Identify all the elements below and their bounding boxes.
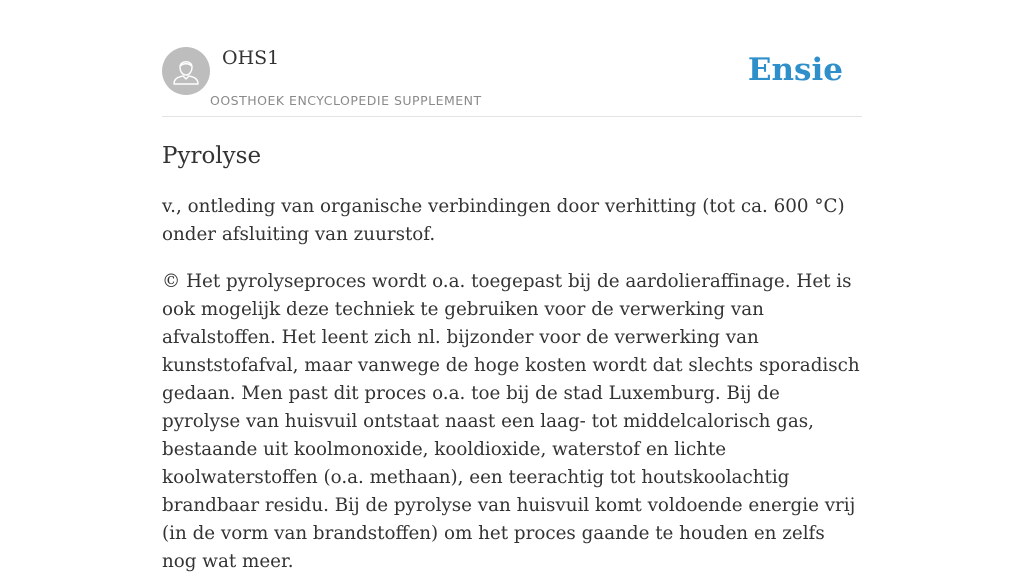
author-name[interactable]: OHS1	[222, 47, 280, 69]
definition-paragraph: v., ontleding van organische verbindingen door verhitting (tot ca. 600 °C) onder afsluiting van zuurstof.	[162, 196, 845, 245]
user-silhouette-icon	[162, 47, 210, 95]
article-title: Pyrolyse	[162, 143, 262, 169]
article-container	[162, 0, 862, 576]
article-header	[162, 0, 862, 117]
avatar[interactable]	[162, 47, 210, 95]
ensie-logo[interactable]: Ensie	[747, 52, 843, 88]
source-name[interactable]: OOSTHOEK ENCYCLOPEDIE SUPPLEMENT	[210, 93, 482, 108]
body-paragraph: © Het pyrolyseproces wordt o.a. toegepast bij de aardolieraffinage. Het is ook mogelijk deze techniek te gebruiken voor de verwerking van afvalstoffen. Het leent zich nl. bijzonder voor de verwerking van kunststofafval, maar vanwege de hoge kosten wordt dat slechts sporadisch gedaan. Men past dit proces o.a. toe bij de stad Luxemburg. Bij de pyrolyse van huisvuil ontstaat naast een laag- tot middelcalorisch gas, bestaande uit koolmonoxide, kooldioxide, waterstof en lichte koolwaterstoffen (o.a. methaan), een teerachtig tot houtskoolachtig brandbaar residu. Bij de pyrolyse van huisvuil komt voldoende energie vrij (in de vorm van brandstoffen) om het proces gaande te houden en zelfs nog wat meer.	[162, 271, 860, 572]
